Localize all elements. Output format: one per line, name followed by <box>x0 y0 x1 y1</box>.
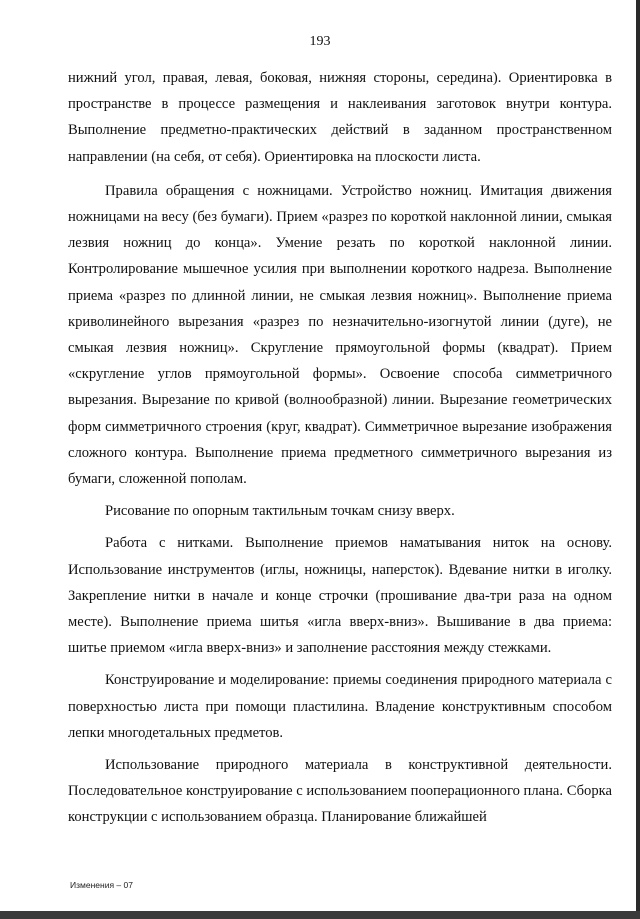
body-text <box>68 65 612 837</box>
footer-changes-note: Изменения – 07 <box>70 880 133 890</box>
paragraph-drawing: Рисование по опорным тактильным точкам снизу вверх. <box>105 503 455 520</box>
paragraph-natural-material: Использование природного материала в конструктивной деятельности. Последовательное конструирование с использованием пооперационного плана. Сборка конструкции с использованием образца. Планирование ближайшей <box>68 757 612 826</box>
scan-edge-bottom <box>0 911 640 919</box>
paragraph-scissors: Правила обращения с ножницами. Устройство ножниц. Имитация движения ножницами на весу (без бумаги). Прием «разрез по короткой наклонной линии, смыкая лезвия ножниц до конца». Умение резать по короткой наклонной линии. Контролирование мышечное усилия при выполнении короткого надреза. Выполнение приема «разрез по длинной линии, не смыкая лезвия ножниц». Выполнение приема криволинейного вырезания «разрез по незначительно-изогнутой линии (дуге), не смыкая лезвия ножниц». Скругление прямоугольной формы (квадрат). Прием «скругление углов прямоугольной формы». Освоение способа симметричного вырезания. Вырезание по кривой (волнообразной) линии. Вырезание геометрических форм симметричного строения (круг, квадрат). Симметричное вырезание изображения сложного контура. Выполнение приема предметного симметричного вырезания из бумаги, сложенной пополам. <box>68 182 612 488</box>
paragraph-threads: Работа с нитками. Выполнение приемов наматывания ниток на основу. Использование инструментов (иглы, ножницы, наперсток). Вдевание нитки в иголку. Закрепление нитки в начале и конце строчки (прошивание два-три раза на одном месте). Выполнение приема шитья «игла вверх-вниз». Вышивание в два приема: шитье приемом «игла вверх-вниз» и заполнение расстояния между стежками. <box>68 535 612 657</box>
paragraph-construction: Конструирование и моделирование: приемы соединения природного материала с поверхностью листа при помощи пластилина. Владение конструктивным способом лепки многодетальных предметов. <box>68 672 612 741</box>
scan-edge-right <box>636 0 640 919</box>
page-number: 193 <box>309 34 331 49</box>
paragraph-orientation: нижний угол, правая, левая, боковая, нижняя стороны, середина). Ориентировка в пространстве в процессе размещения и наклеивания заготовок внутри контура. Выполнение предметно-практических действий в заданном пространственном направлении (на себя, от себя). Ориентировка на плоскости листа. <box>68 70 612 165</box>
